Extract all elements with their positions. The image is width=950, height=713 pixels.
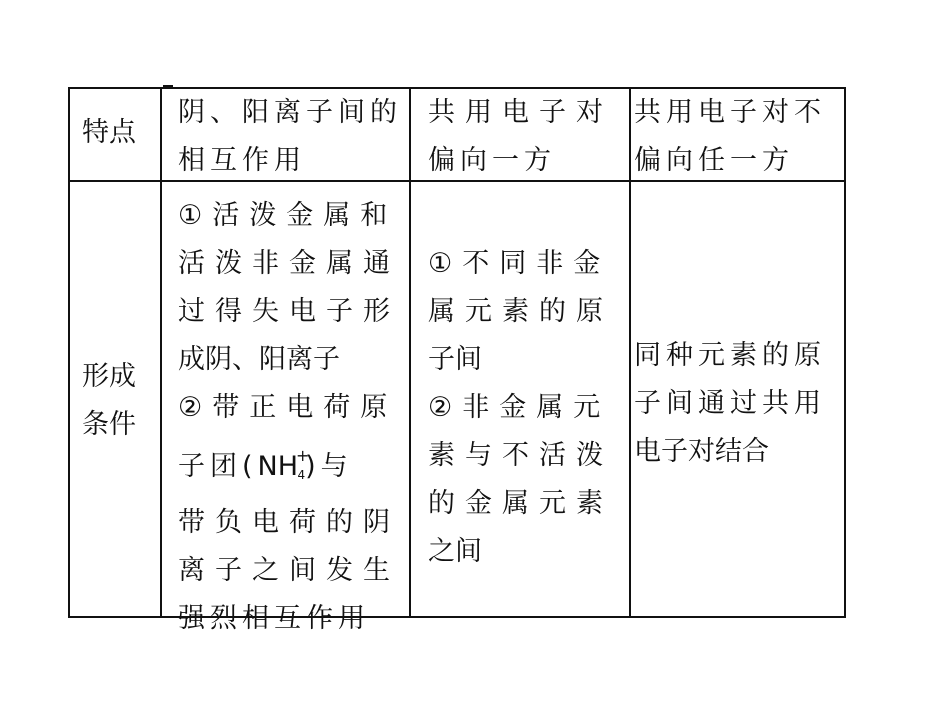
row-col2-line7: 之间: [428, 536, 482, 567]
row-col2-line1: ①不同非金: [428, 248, 611, 279]
header-col3-line1: 共用电子对不: [634, 97, 826, 128]
row-col3-cell: [634, 332, 826, 476]
header-col3-cell: [634, 89, 826, 185]
row-col2-line3: 子间: [428, 344, 482, 375]
header-col2-cell: [428, 89, 613, 185]
comparison-table: [68, 87, 846, 634]
ammonium-subscript: 4: [297, 468, 306, 482]
table-top-tick: [163, 85, 173, 87]
header-label-cell: [82, 109, 136, 157]
table-right-border: [844, 87, 846, 618]
header-col1-cell: [178, 89, 402, 185]
row-col1-line6-pre: 子团(: [178, 451, 258, 482]
row-col1-line1: ①活泼金属和: [178, 200, 398, 231]
row-label-cell: [82, 353, 136, 449]
table-left-border: [68, 87, 70, 618]
header-col1-line2: 相互作用: [178, 145, 306, 176]
header-col1-line1: 阴、阳离子间的: [178, 97, 402, 128]
row-col1-line7: 带负电荷的阴: [178, 507, 400, 538]
row-col1-cell: [178, 192, 400, 643]
row-label-line1: 形成: [82, 361, 136, 392]
row-col2-line6: 的金属元素: [428, 488, 613, 519]
row-col2-line2: 属元素的原: [428, 296, 613, 327]
row-col1-line8: 离子之间发生: [178, 555, 400, 586]
row-col2-cell: [428, 240, 613, 576]
row-col1-line4: 成阴、阳离子: [178, 344, 340, 375]
header-col3-line2: 偏向任一方: [634, 145, 794, 176]
header-col2-line1: 共用电子对: [428, 97, 613, 128]
row-col1-line6: [178, 432, 400, 499]
row-col2-line4: ②非金属元: [428, 392, 611, 423]
row-col1-line6-post: )与: [305, 451, 353, 482]
row-col1-line2: 活泼非金属通: [178, 248, 400, 279]
row-col1-line3: 过得失电子形: [178, 296, 400, 327]
header-label: 特点: [82, 117, 136, 148]
row-col1-line5: ②带正电荷原: [178, 392, 398, 423]
ammonium-charge: +: [296, 446, 310, 465]
table-col-divider-1: [160, 87, 162, 618]
table-col-divider-2: [409, 87, 411, 618]
header-col2-line2: 偏向一方: [428, 145, 556, 176]
row-col2-line5: 素与不活泼: [428, 440, 613, 471]
row-col3-line1: 同种元素的原: [634, 340, 826, 371]
table-col-divider-3: [629, 87, 631, 618]
row-col3-line2: 子间通过共用: [634, 388, 826, 419]
row-label-line2: 条件: [82, 409, 136, 440]
row-col1-line9: 强烈相互作用: [178, 603, 370, 634]
ammonium-formula: NH: [257, 451, 299, 482]
row-col3-line3: 电子对结合: [634, 436, 769, 467]
